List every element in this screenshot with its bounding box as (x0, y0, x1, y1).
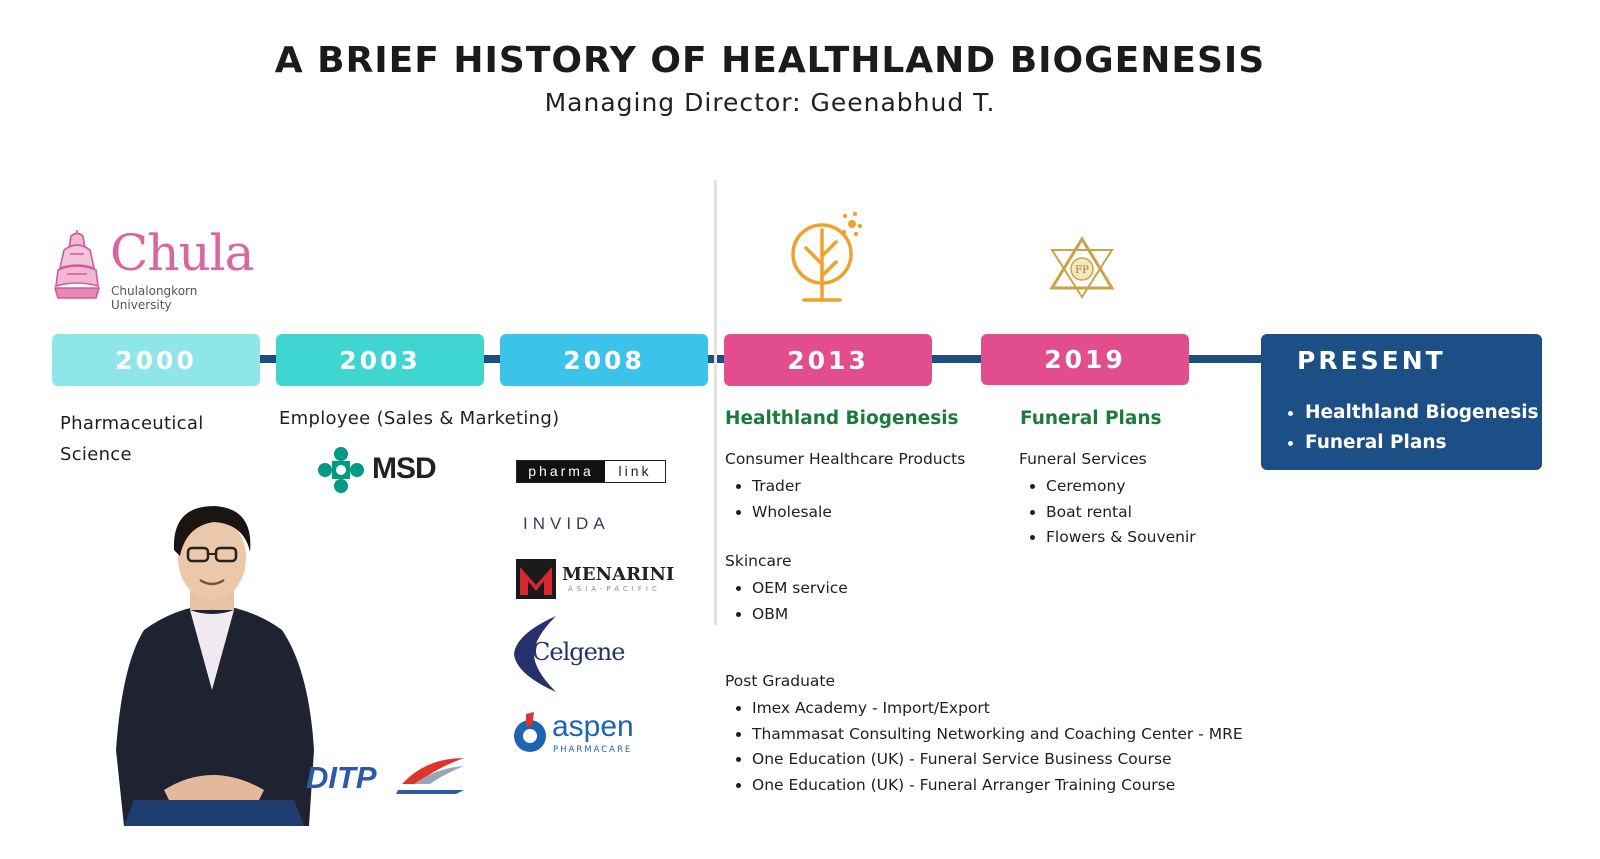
msd-wordmark: MSD (372, 452, 436, 485)
postgrad-title: Post Graduate (725, 672, 836, 690)
managing-director-photo (104, 500, 319, 826)
fp-monogram: FP (1075, 265, 1089, 276)
tree-icon (790, 212, 864, 304)
pharmalink-right: link (618, 463, 652, 479)
list-item: • One Education (UK) - Funeral Arranger Training Course (752, 773, 1243, 799)
present-box (1261, 334, 1542, 470)
list-item: • Boat rental (1046, 500, 1196, 526)
year-2008-badge (500, 334, 708, 386)
list-item: • Trader (752, 474, 832, 500)
pharmalink-logo (516, 460, 666, 483)
celgene-wordmark: Celgene (532, 638, 625, 666)
list-item: • Thammasat Consulting Networking and Coaching Center - MRE (752, 722, 1243, 748)
heading-2019: Funeral Plans (1020, 408, 1162, 429)
consumer-title: Consumer Healthcare Products (725, 450, 966, 468)
skincare-list (704, 576, 848, 627)
heading-2013: Healthland Biogenesis (725, 408, 959, 429)
chula-subtitle: Chulalongkorn University (111, 284, 198, 312)
menarini-emblem-icon (516, 559, 556, 599)
star-emblem-icon (1048, 236, 1116, 300)
services-list (998, 474, 1196, 551)
healthland-logo (790, 212, 864, 304)
chula-wordmark: Chula (110, 224, 254, 282)
year-2000-badge (52, 334, 260, 386)
year-2019-label: 2019 (1044, 345, 1126, 374)
menarini-wordmark: MENARINI (562, 564, 675, 585)
list-item: • OEM service (752, 576, 848, 602)
list-item: • Flowers & Souvenir (1046, 525, 1196, 551)
year-2000-label: 2000 (115, 345, 197, 375)
pharmalink-left: pharma (517, 461, 605, 482)
list-item: • Imex Academy - Import/Export (752, 696, 1243, 722)
year-2013-badge (724, 334, 932, 386)
present-label: PRESENT (1297, 346, 1446, 375)
year-2003-badge (276, 334, 484, 386)
ditp-swoosh-icon (396, 754, 468, 796)
list-item: • Wholesale (752, 500, 832, 526)
aspen-emblem-icon (512, 712, 548, 754)
consumer-list (704, 474, 832, 525)
aspen-logo (512, 708, 642, 758)
invida-logo: INVIDA (523, 514, 610, 533)
year-2013-label: 2013 (787, 345, 869, 375)
skincare-title: Skincare (725, 552, 792, 570)
present-item: • Funeral Plans (1305, 428, 1539, 458)
year-2008-label: 2008 (563, 345, 645, 375)
caption-2003: Employee (Sales & Marketing) (279, 408, 560, 429)
ditp-logo (306, 752, 470, 798)
chula-logo (52, 224, 254, 312)
list-item: • OBM (752, 602, 848, 628)
present-list (1283, 398, 1539, 458)
menarini-logo (516, 558, 675, 600)
aspen-subtitle: PHARMACARE (553, 745, 633, 755)
page-title: A BRIEF HISTORY OF HEALTHLAND BIOGENESIS (274, 40, 1266, 81)
menarini-subtitle: ASIA-PACIFIC (568, 585, 661, 593)
funeral-plans-logo (1048, 236, 1116, 300)
person-portrait-icon (104, 500, 319, 826)
list-item: • One Education (UK) - Funeral Service Business Course (752, 747, 1243, 773)
page-subtitle: Managing Director: Geenabhud T. (544, 88, 996, 117)
aspen-wordmark: aspen (552, 710, 634, 743)
msd-logo (318, 447, 448, 495)
caption-2000: Pharmaceutical Science (60, 413, 204, 465)
year-2003-label: 2003 (339, 345, 421, 375)
present-item: • Healthland Biogenesis (1305, 398, 1539, 428)
list-item: • Ceremony (1046, 474, 1196, 500)
chula-emblem-icon (52, 228, 102, 302)
msd-emblem-icon (318, 447, 364, 493)
ditp-wordmark: DITP (306, 760, 377, 795)
services-title: Funeral Services (1019, 450, 1147, 468)
celgene-logo (512, 614, 625, 694)
year-2019-badge (981, 334, 1189, 385)
section-divider (714, 180, 717, 625)
postgrad-list (704, 696, 1243, 798)
